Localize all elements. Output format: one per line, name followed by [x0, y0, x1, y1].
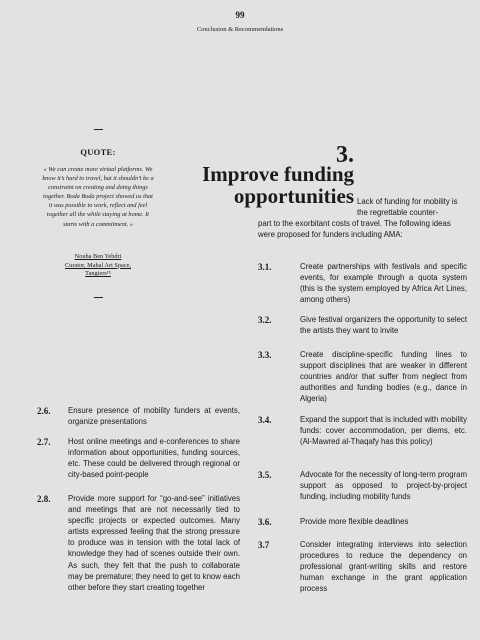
- quote-location: Tangiers¹⁵: [85, 270, 111, 278]
- item-number: 2.8.: [37, 494, 51, 504]
- item-text: Ensure presence of mobility funders at events, organize presentations: [68, 406, 240, 427]
- quote-top-divider: [94, 129, 103, 130]
- item-number: 3.4.: [258, 415, 272, 425]
- quote-bottom-divider: [94, 297, 103, 298]
- item-number: 3.3.: [258, 350, 272, 360]
- quote-heading: QUOTE:: [80, 147, 116, 157]
- item-number: 3.5.: [258, 470, 272, 480]
- quote-author: Nouha Ben Yebdri: [74, 253, 122, 260]
- item-number: 2.6.: [37, 406, 51, 416]
- quote-attribution: [42, 253, 154, 279]
- item-number: 3.2.: [258, 315, 272, 325]
- section-title-line-2: opportunities: [233, 184, 354, 208]
- item-text: Provide more support for “go-and-see” initiatives and meetings that are not necessarily tied to specific projects or expected outcomes. Many artists expressed feeling that the strong pressure to produce was in tension with the total lack of knowledge they had of scenes outside their own. As such, they felt that the push to collaborate may be premature; they need to get to know each other before they start creating together: [68, 494, 240, 592]
- item-number: 3.1.: [258, 262, 272, 272]
- item-text: Expand the support that is included with mobility funds: cover accommodation, per diems, etc. (Al-Mawred al-Thaqafy has this policy): [300, 415, 467, 447]
- item-number: 2.7.: [37, 437, 51, 447]
- item-text: Advocate for the necessity of long-term program support as opposed to project-by-project funding, including mobility funds: [300, 470, 467, 502]
- item-text: Create discipline-specific funding lines to support disciplines that are weaker in different countries and/or that suffer from neglect from authorities and funding bodies (e.g., dance in Algeria): [300, 350, 467, 404]
- item-text: Host online meetings and e-conferences to share information about opportunities, funding sources, etc. These could be delivered through regional or city-based point-people: [68, 437, 240, 480]
- item-number: 3.7: [258, 540, 270, 550]
- item-text: Give festival organizers the opportunity to select the artists they want to invite: [300, 315, 467, 336]
- item-text: Consider integrating interviews into selection procedures to reduce the dependency on professional grant-writing skills and restore human exchange in the grant application process: [300, 540, 467, 594]
- running-header: Conclusion & Recommendations: [196, 26, 284, 33]
- quote-affiliation: Curator, Mahal Art Space,: [64, 261, 132, 269]
- item-number: 3.6.: [258, 517, 272, 527]
- section-intro-part-2: part to the exorbitant costs of travel. The following ideas were proposed for funders including AMA:: [258, 219, 451, 240]
- section-intro-part-1: Lack of funding for mobility is the regrettable counter-: [357, 197, 458, 218]
- page-number: 99: [235, 10, 245, 20]
- item-text: Provide more flexible deadlines: [300, 517, 409, 526]
- item-text: Create partnerships with festivals and specific events, for example through a quota system (this is the system employed by Africa Art Lines, among others): [300, 262, 467, 305]
- section-title: [150, 163, 354, 207]
- section-number: 3.: [336, 142, 354, 168]
- quote-text: « We can create more virtual platforms. We know it’s hard to travel, but it shouldn’t be a constraint on creating and doing things together. Boda Boda project showed us that it was possible to work, reflect and feel together all the while staying at home. It starts with a commitment. »: [42, 166, 154, 228]
- section-title-line-1: Improve funding: [202, 162, 354, 186]
